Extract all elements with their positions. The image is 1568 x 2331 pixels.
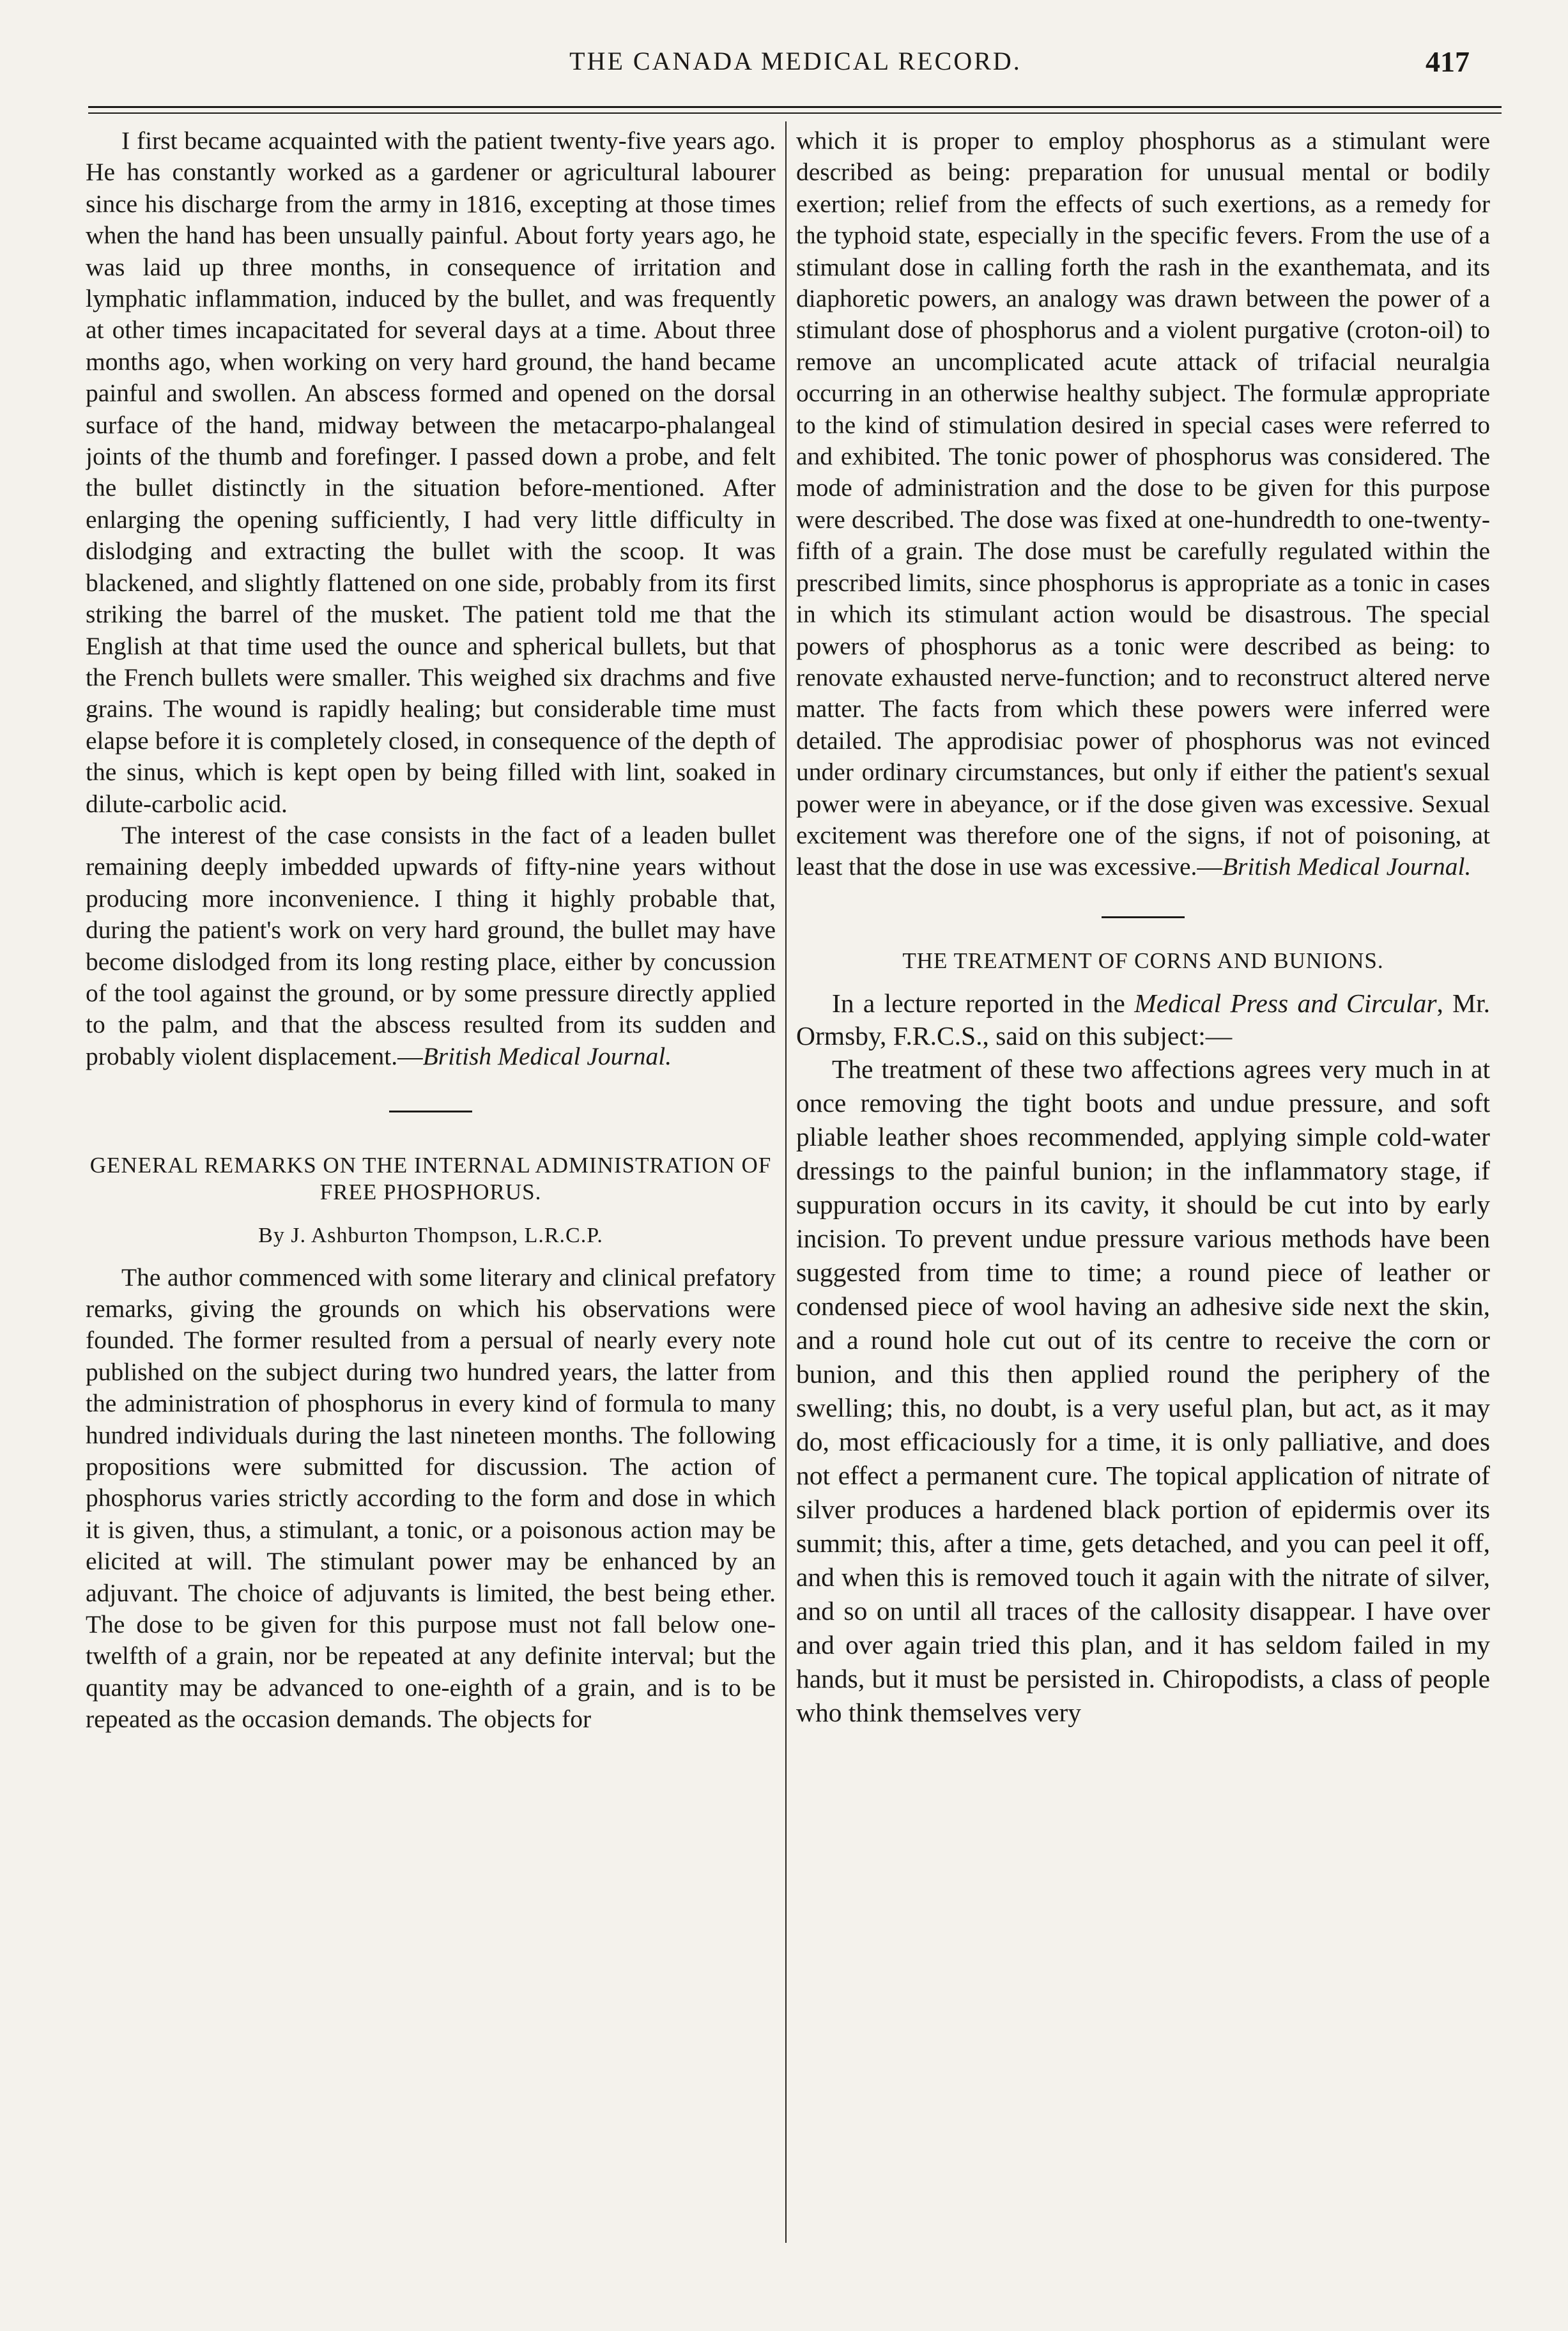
corns-lead-paragraph — [796, 987, 1490, 1052]
lead-text-b: , Mr. Ormsby, F.R.C.S., said on this subject:— — [796, 988, 1490, 1050]
journal-name: Medical Press and Circular — [1134, 988, 1437, 1018]
left-column — [86, 125, 776, 2298]
phosphorus-paragraph-1: The author commenced with some literary and clinical prefatory remarks, giving the grounds on which his observations were founded. The former resulted from a persual of nearly every note published on the subject during two hundred years, the latter from the administration of phosphorus in every kind of formula to many hundred individuals during the last nineteen months. The following propositions were submitted for discussion. The action of phosphorus varies strictly according to the form and dose in which it is given, thus, a stimulant, a tonic, or a poisonous action may be elicited at will. The stimulant power may be enhanced by an adjuvant. The choice of adjuvants is limited, the best being ether. The dose to be given for this purpose must not fall below one-twelfth of a grain, nor be repeated at any definite interval; but the quantity may be advanced to one-eighth of a grain, and is to be repeated as the occasion demands. The objects for — [86, 1263, 776, 1734]
case-paragraph-2-text: The interest of the case consists in the fact of a leaden bullet remaining deeply imbedded upwards of fifty-nine years without producing more inconvenience. I thing it highly probable that, during the patient's work on very hard ground, the bullet may have become dislodged from its long resting place, either by concussion of the tool against the ground, or by some pressure directly applied to the palm, and that the abscess resulted from its sudden and probably violent displacement.— — [86, 820, 776, 1070]
article-heading-phosphorus: GENERAL REMARKS ON THE INTERNAL ADMINISTRATION OF FREE PHOSPHORUS. — [89, 1153, 772, 1205]
section-divider — [389, 1111, 472, 1112]
case-paragraph-1: I first became acquainted with the patient twenty-five years ago. He has constantly worked as a gardener or agricultural labourer since his discharge from the army in 1816, excepting at those times when the hand has been unsually painful. About forty years ago, he was laid up three months, in consequence of irritation and lymphatic inflammation, induced by the bullet, and was frequently at other times incapacitated for several days at a time. About three months ago, when working on very hard ground, the hand became painful and swollen. An abscess formed and opened on the dorsal surface of the hand, midway between the metacarpo-phalangeal joints of the thumb and forefinger. I passed down a probe, and felt the bullet distinctly in the situation before-mentioned. After enlarging the opening sufficiently, I had very little difficulty in dislodging and extracting the bullet with the scoop. It was blackened, and slightly flattened on one side, probably from its first striking the barrel of the musket. The patient told me that the English at that time used the ounce and spherical bullets, but that the French bullets were smaller. This weighed six drachms and five grains. The wound is rapidly healing; but considerable time must elapse before it is completely closed, in consequence of the depth of the sinus, which is kept open by being filled with lint, soaked in dilute-carbolic acid. — [86, 127, 776, 818]
phosphorus-continued-text: which it is proper to employ phosphorus as a stimulant were described as being: preparation for unusual mental or bodily exertion; relief from the effects of such exertions, as a remedy for the typhoid state, especially in the specific fevers. From the use of a stimulant dose in calling forth the rash in the exanthemata, and its diaphoretic powers, an analogy was drawn between the power of a stimulant dose of phosphorus and a violent purgative (croton-oil) to remove an uncomplicated acute attack of trifacial neuralgia occurring in an otherwise healthy subject. The formulæ appropriate to the kind of stimulation desired in special cases were referred to and exhibited. The tonic power of phosphorus was considered. The mode of administration and the dose to be given for this purpose were described. The dose was fixed at one-hundredth to one-twenty-fifth of a grain. The dose must be carefully regulated within the prescribed limits, since phosphorus is appropriate as a tonic in cases in which its stimulant action would be disastrous. The special powers of phosphorus as a tonic were described as being: to renovate exhausted nerve-function; and to reconstruct altered nerve matter. The facts from which these powers were inferred were detailed. The approdisiac power of phosphorus was not evinced under ordinary circumstances, but only if either the patient's sexual power were in abeyance, or if the dose given was excessive. Sexual excitement was therefore one of the signs, if not of poisoning, at least that the dose in use was excessive.— — [796, 127, 1490, 881]
lead-text-a: In a lecture reported in the — [832, 988, 1135, 1018]
article-heading-corns: THE TREATMENT OF CORNS AND BUNIONS. — [902, 948, 1384, 973]
source-citation: British Medical Journal. — [422, 1042, 672, 1070]
header-rule-thin — [88, 112, 1502, 114]
case-paragraph-2 — [86, 820, 776, 1072]
section-divider — [1102, 916, 1185, 918]
source-citation: British Medical Journal. — [1222, 852, 1472, 881]
phosphorus-paragraph-continued — [796, 125, 1490, 883]
journal-title: THE CANADA MEDICAL RECORD. — [569, 47, 1022, 75]
corns-paragraph-1: The treatment of these two affections agrees very much in at once removing the tight boots and undue pressure, and soft pliable leather shoes recommended, applying simple cold-water dressings to the painful bunion; in the inflammatory stage, if suppuration occurs in its cavity, it should be cut into by early incision. To prevent undue pressure various methods have been suggested from time to time; a round piece of leather or condensed piece of wool having an adhesive side next the skin, and a round hole cut out of its centre to receive the corn or bunion, and this then applied round the periphery of the swelling; this, no doubt, is a very useful plan, but act, as it may do, most efficaciously for a time, it is only palliative, and does not effect a permanent cure. The topical application of nitrate of silver produces a hardened black portion of epidermis over its summit; this, after a time, gets detached, and you can peel it off, and when this is removed touch it again with the nitrate of silver, and so on until all traces of the callosity disappear. I have over and over again tried this plan, and it has seldom failed in my hands, but it must be persisted in. Chiropodists, a class of people who think themselves very — [796, 1054, 1490, 1727]
page-number: 417 — [1426, 45, 1470, 78]
column-divider — [785, 121, 787, 2243]
header-rule — [88, 106, 1502, 108]
running-head — [89, 46, 1502, 84]
article-byline: By J. Ashburton Thompson, L.R.C.P. — [258, 1224, 603, 1248]
right-column — [796, 125, 1490, 2298]
